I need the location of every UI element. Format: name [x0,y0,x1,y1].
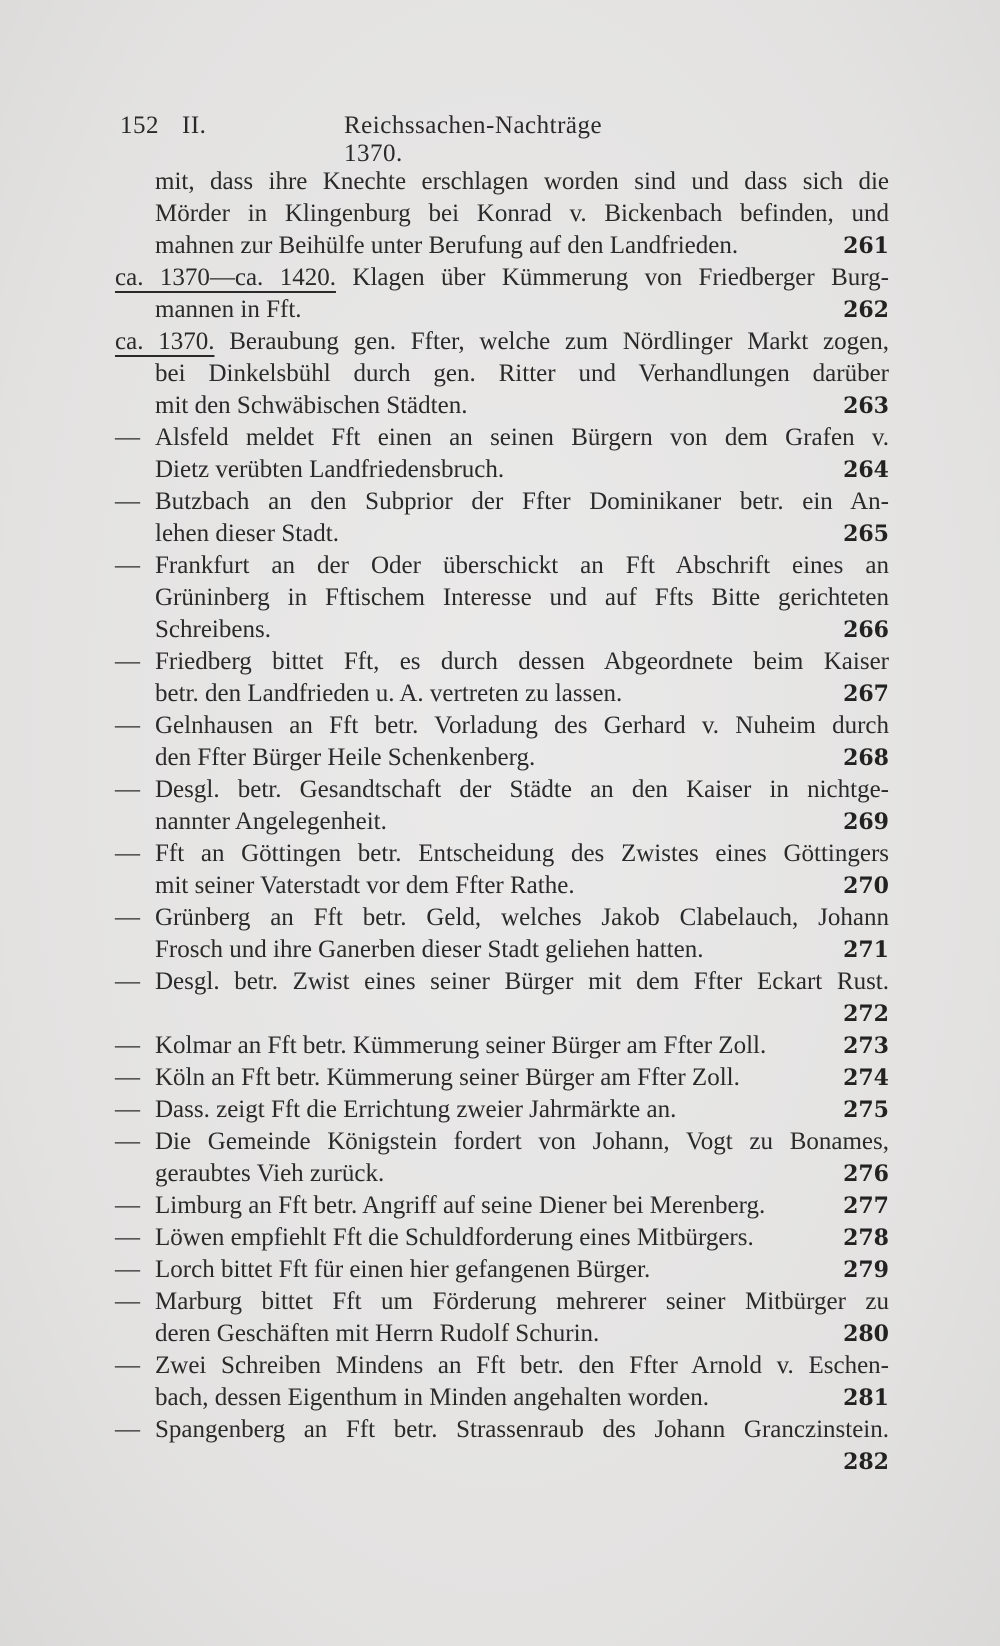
entry-text: lehen dieser Stadt. [155,520,339,547]
entry-dash: — [115,648,140,675]
entry-number: 264 [843,457,889,483]
register-entry [115,326,889,422]
entry-text: Alsfeld meldet Fft einen an seinen Bürgern von dem Grafen v. [155,424,889,451]
entry-number: 263 [843,393,889,419]
entry-text: Die Gemeinde Königstein fordert von Johann, Vogt zu Bonames, [155,1128,889,1155]
entry-number: 277 [843,1193,889,1219]
entry-line [115,1158,889,1190]
entry-text: Schreibens. [155,616,271,643]
entry-text: bach, dessen Eigenthum in Minden angehalten worden. [155,1384,710,1411]
register-entry [115,774,889,838]
entry-dash: — [115,1352,140,1379]
entry-text: mannen in Fft. [155,296,302,323]
register-entry [115,1350,889,1414]
entry-text: Dass. zeigt Fft die Errichtung zweier Jahrmärkte an. [155,1096,677,1123]
entry-number: 273 [843,1033,889,1059]
register-entry [115,1094,889,1126]
entry-text: Marburg bittet Fft um Förderung mehrerer seiner Mitbürger zu [155,1288,889,1315]
entry-line [115,422,889,454]
entry-text: Fft an Göttingen betr. Entscheidung des Zwistes eines Göttingers [155,840,889,867]
register-entry [115,166,889,262]
entry-dash: — [115,776,140,803]
register-entry [115,486,889,550]
register-entry [115,1254,889,1286]
register-entry [115,1286,889,1350]
entry-text: mahnen zur Beihülfe unter Berufung auf den Landfrieden. [155,232,739,259]
entry-text: mit seiner Vaterstadt vor dem Ffter Rathe. [155,872,575,899]
entry-text: den Ffter Bürger Heile Schenkenberg. [155,744,536,771]
entry-dash: — [115,712,140,739]
entry-line [115,1350,889,1382]
entry-line [115,326,889,358]
entry-line [115,582,889,614]
entry-text: bei Dinkelsbühl durch gen. Ritter und Verhandlungen darüber [155,360,889,387]
entry-number: 279 [843,1257,889,1283]
register-entry [115,1062,889,1094]
entry-number: 276 [843,1161,889,1187]
entry-text: mit den Schwäbischen Städten. [155,392,468,419]
register-entry [115,1190,889,1222]
entry-number: 275 [843,1097,889,1123]
entry-text: Desgl. betr. Zwist eines seiner Bürger mit dem Ffter Eckart Rust. [155,968,889,995]
entry-line [115,454,889,486]
entry-dash: — [115,1192,140,1219]
register-entry [115,550,889,646]
entry-dash: — [115,968,140,995]
entry-text: Mörder in Klingenburg bei Konrad v. Bickenbach befinden, und [155,200,889,227]
entry-line [115,198,889,230]
entry-line [115,966,889,998]
entry-text: Köln an Fft betr. Kümmerung seiner Bürger am Ffter Zoll. [155,1064,740,1091]
running-title: Reichssachen-Nachträge 1370. [344,112,603,167]
page-number: 152 [120,112,159,139]
register-entry [115,262,889,326]
entry-line [115,166,889,198]
entry-line [115,1094,889,1126]
entry-line [115,1254,889,1286]
entry-line [115,902,889,934]
entry-number: 281 [843,1385,889,1411]
entry-line [115,870,889,902]
entry-line [115,614,889,646]
entry-line [115,1286,889,1318]
entry-line [115,646,889,678]
entry-line [115,486,889,518]
entry-text: Zwei Schreiben Mindens an Fft betr. den Ffter Arnold v. Eschen- [155,1352,889,1379]
entry-number: 269 [843,809,889,835]
entry-text: Dietz verübten Landfriedensbruch. [155,456,505,483]
entry-line [115,1190,889,1222]
entry-line [115,742,889,774]
part-label: II. [182,112,207,139]
register-entry [115,1030,889,1062]
entry-number: 282 [843,1449,889,1475]
entry-text: nannter Angelegenheit. [155,808,387,835]
entry-text: mit, dass ihre Knechte erschlagen worden sind und dass sich die [155,168,889,195]
entry-number: 278 [843,1225,889,1251]
entry-text: Klagen über Kümmerung von Friedberger Burg- [352,264,889,291]
entry-dash: — [115,1256,140,1283]
register-entry [115,422,889,486]
entry-dash: — [115,1096,140,1123]
entry-number: 274 [843,1065,889,1091]
entry-text: Grünberg an Fft betr. Geld, welches Jakob Clabelauch, Johann [155,904,889,931]
entry-line [115,1382,889,1414]
entry-line [115,1222,889,1254]
entry-line [115,774,889,806]
entry-date: ca. 1370—ca. 1420. [115,264,336,291]
entry-number: 265 [843,521,889,547]
register-entry [115,1126,889,1190]
entry-line [115,710,889,742]
entry-text: Beraubung gen. Ffter, welche zum Nördlinger Markt zogen, [229,328,889,355]
entry-dash: — [115,1128,140,1155]
entry-text: deren Geschäften mit Herrn Rudolf Schurin. [155,1320,600,1347]
entry-text: Löwen empfiehlt Fft die Schuldforderung eines Mitbürgers. [155,1224,754,1251]
entry-text: Frankfurt an der Oder überschickt an Fft Abschrift eines an [155,552,889,579]
entry-dash: — [115,1416,140,1443]
entry-line [115,262,889,294]
entry-dash: — [115,552,140,579]
entry-dash: — [115,840,140,867]
entry-number: 280 [843,1321,889,1347]
entry-line [115,678,889,710]
register-entry [115,838,889,902]
register-entry [115,966,889,1030]
entry-number: 266 [843,617,889,643]
entry-number: 270 [843,873,889,899]
entry-line [115,1126,889,1158]
page-header [120,112,660,167]
entry-text: geraubtes Vieh zurück. [155,1160,385,1187]
entry-number: 262 [843,297,889,323]
entry-line [115,550,889,582]
entry-text: Butzbach an den Subprior der Ffter Dominikaner betr. ein An- [155,488,889,515]
entry-dash: — [115,424,140,451]
entry-dash: — [115,1224,140,1251]
entry-line [115,518,889,550]
register-entry [115,902,889,966]
entry-line [115,230,889,262]
register-entry [115,1414,889,1478]
entry-text: Desgl. betr. Gesandtschaft der Städte an den Kaiser in nichtge- [155,776,889,803]
entry-text: Kolmar an Fft betr. Kümmerung seiner Bürger am Ffter Zoll. [155,1032,767,1059]
entry-line [115,806,889,838]
entry-text: Lorch bittet Fft für einen hier gefangenen Bürger. [155,1256,651,1283]
entry-text: Limburg an Fft betr. Angriff auf seine Diener bei Merenberg. [155,1192,766,1219]
entry-text: Spangenberg an Fft betr. Strassenraub des Johann Granczinstein. [155,1416,889,1443]
entry-line [115,838,889,870]
entry-dash: — [115,488,140,515]
entry-line [115,1446,889,1478]
entry-date: ca. 1370. [115,328,215,355]
entry-dash: — [115,904,140,931]
entry-text: Grüninberg in Fftischem Interesse und auf Ffts Bitte gerichteten [155,584,889,611]
entry-dash: — [115,1032,140,1059]
entry-number: 267 [843,681,889,707]
entry-dash: — [115,1064,140,1091]
register-entry [115,710,889,774]
entry-line [115,1414,889,1446]
entry-text: betr. den Landfrieden u. A. vertreten zu lassen. [155,680,623,707]
entry-line [115,1062,889,1094]
entry-text: Frosch und ihre Ganerben dieser Stadt geliehen hatten. [155,936,704,963]
entry-line [115,358,889,390]
entry-line [115,1318,889,1350]
entry-line [115,934,889,966]
entry-line [115,294,889,326]
entry-dash: — [115,1288,140,1315]
entry-number: 271 [843,937,889,963]
entry-text: Friedberg bittet Fft, es durch dessen Abgeordnete beim Kaiser [155,648,889,675]
entry-number: 272 [843,1001,889,1027]
entry-text: Gelnhausen an Fft betr. Vorladung des Gerhard v. Nuheim durch [155,712,889,739]
register-entry [115,646,889,710]
entry-number: 268 [843,745,889,771]
entry-number: 261 [843,233,889,259]
register-entry [115,1222,889,1254]
entry-list [115,166,889,1478]
entry-line [115,998,889,1030]
entry-line [115,390,889,422]
entry-line [115,1030,889,1062]
